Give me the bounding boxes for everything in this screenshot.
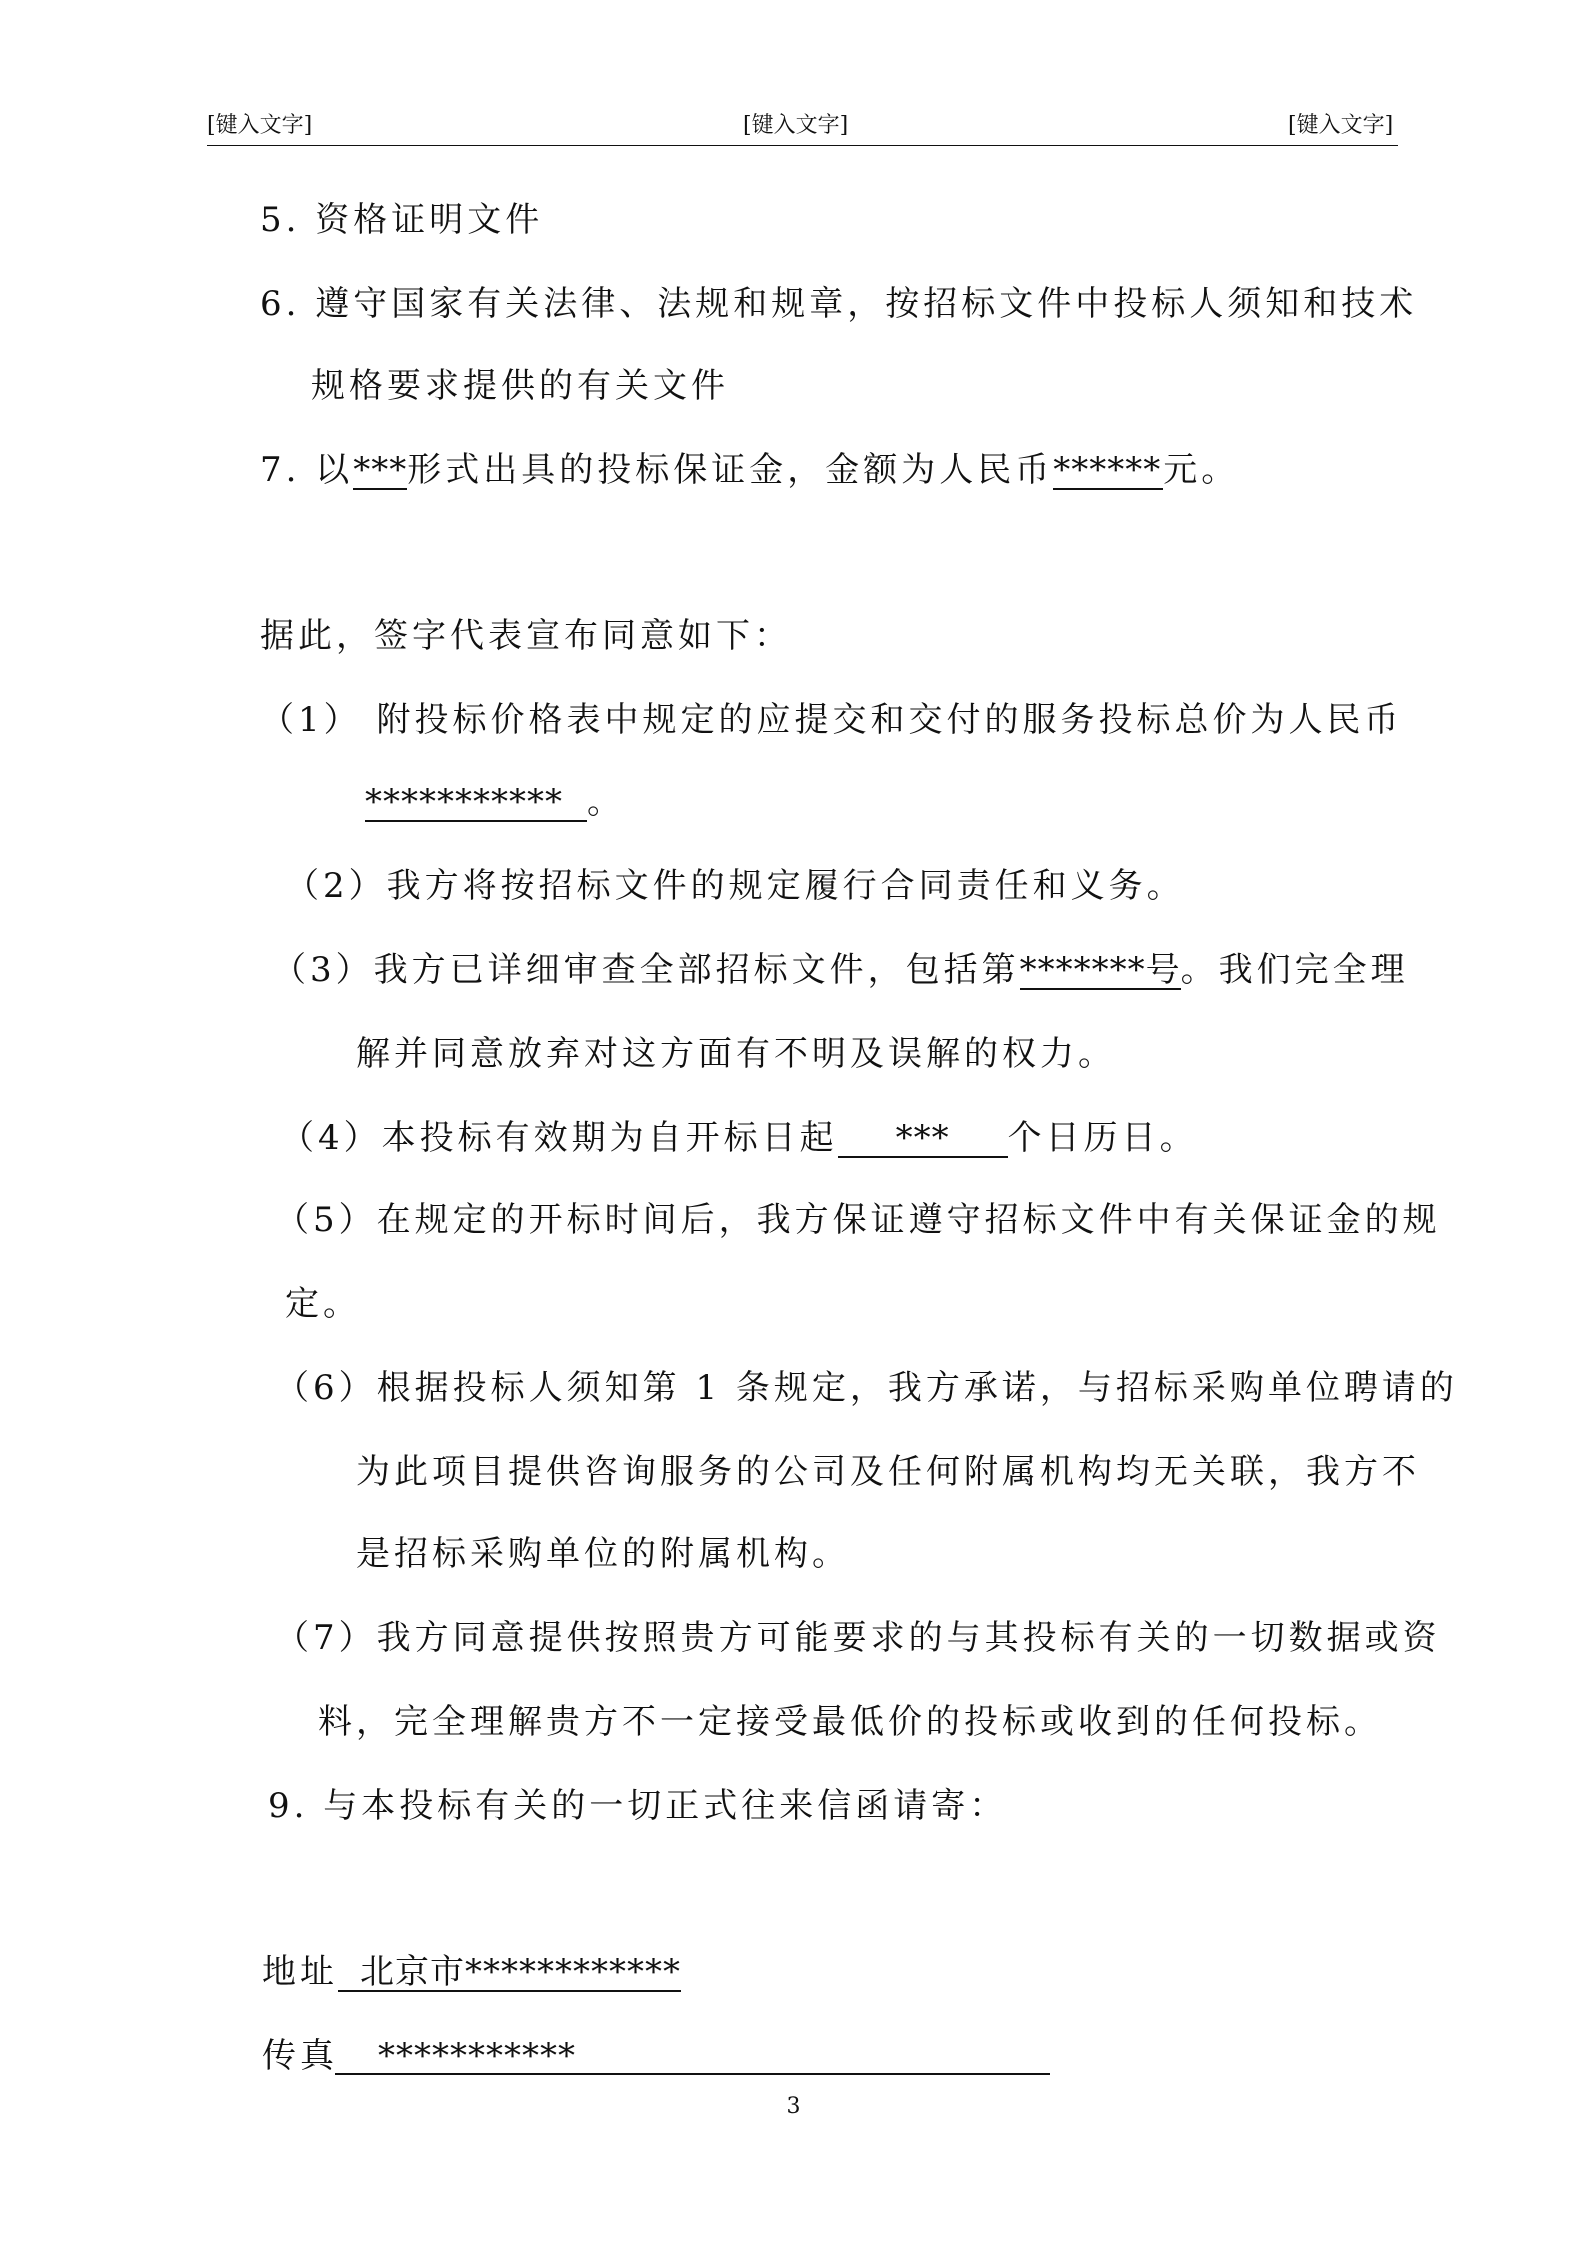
- clause-4-prefix: （4）本投标有效期为自开标日起: [280, 1118, 838, 1158]
- header-center: [键入文字]: [743, 113, 849, 138]
- clause-3-suffix: 。我们完全理: [1180, 950, 1409, 990]
- header-rule: [207, 145, 1398, 146]
- clause-6-line1: （6）根据投标人须知第 1 条规定，我方承诺，与招标采购单位聘请的: [275, 1368, 1458, 1408]
- item-9: 9. 与本投标有关的一切正式往来信函请寄：: [268, 1786, 1008, 1826]
- clause-5-line1: （5）在规定的开标时间后，我方保证遵守招标文件中有关保证金的规: [275, 1200, 1441, 1240]
- clause-6-line3: 是招标采购单位的附属机构。: [356, 1534, 850, 1574]
- address-line: [262, 1950, 681, 1994]
- item-5: 5. 资格证明文件: [260, 200, 544, 240]
- address-label: 地址: [262, 1952, 338, 1992]
- item-6-line1: 6. 遵守国家有关法律、法规和规章，按招标文件中投标人须知和技术: [260, 284, 1418, 324]
- guarantee-amount-field: ******: [1053, 450, 1162, 490]
- clause-3-line1: [272, 948, 1409, 992]
- header-left: [键入文字]: [207, 113, 313, 138]
- clause-3-line2: 解并同意放弃对这方面有不明及误解的权力。: [356, 1034, 1116, 1074]
- clause-4-suffix: 个日历日。: [1007, 1118, 1198, 1158]
- fax-value: ***********: [378, 2036, 576, 2076]
- clause-7-line1: （7）我方同意提供按照贵方可能要求的与其投标有关的一切数据或资: [275, 1618, 1441, 1658]
- fax-underline: [335, 2073, 1050, 2075]
- clause-1-line2: [365, 780, 625, 824]
- item-7-middle: 形式出具的投标保证金，金额为人民币: [407, 450, 1054, 490]
- item-7-suffix: 元。: [1163, 450, 1240, 490]
- validity-days-field: ***: [838, 1120, 1008, 1158]
- clause-2: （2）我方将按招标文件的规定履行合同责任和义务。: [285, 866, 1185, 906]
- clause-5-line2: 定。: [285, 1284, 361, 1324]
- header-right: [键入文字]: [1288, 113, 1394, 138]
- clause-3-prefix: （3）我方已详细审查全部招标文件，包括第: [272, 950, 1020, 990]
- item-6-line2: 规格要求提供的有关文件: [311, 366, 729, 406]
- clause-6-line2: 为此项目提供咨询服务的公司及任何附属机构均无关联，我方不: [356, 1452, 1420, 1492]
- item-7: [260, 448, 1239, 492]
- clause-1-end: 。: [587, 782, 625, 822]
- clause-1-line1: （1） 附投标价格表中规定的应提交和交付的服务投标总价为人民币: [260, 700, 1403, 740]
- tender-number-field: *******号: [1019, 950, 1181, 990]
- total-price-field: ***********: [365, 784, 587, 822]
- fax-label: 传真: [262, 2036, 338, 2076]
- fax-line: [262, 2034, 576, 2078]
- declaration: 据此，签字代表宣布同意如下：: [260, 616, 792, 656]
- clause-4: [280, 1116, 1198, 1160]
- item-7-prefix: 7. 以: [260, 450, 354, 490]
- page-number: 3: [786, 2094, 801, 2119]
- clause-7-line2: 料，完全理解贵方不一定接受最低价的投标或收到的任何投标。: [318, 1702, 1382, 1742]
- guarantee-form-field: ***: [353, 450, 408, 490]
- address-field: 北京市************: [338, 1954, 681, 1992]
